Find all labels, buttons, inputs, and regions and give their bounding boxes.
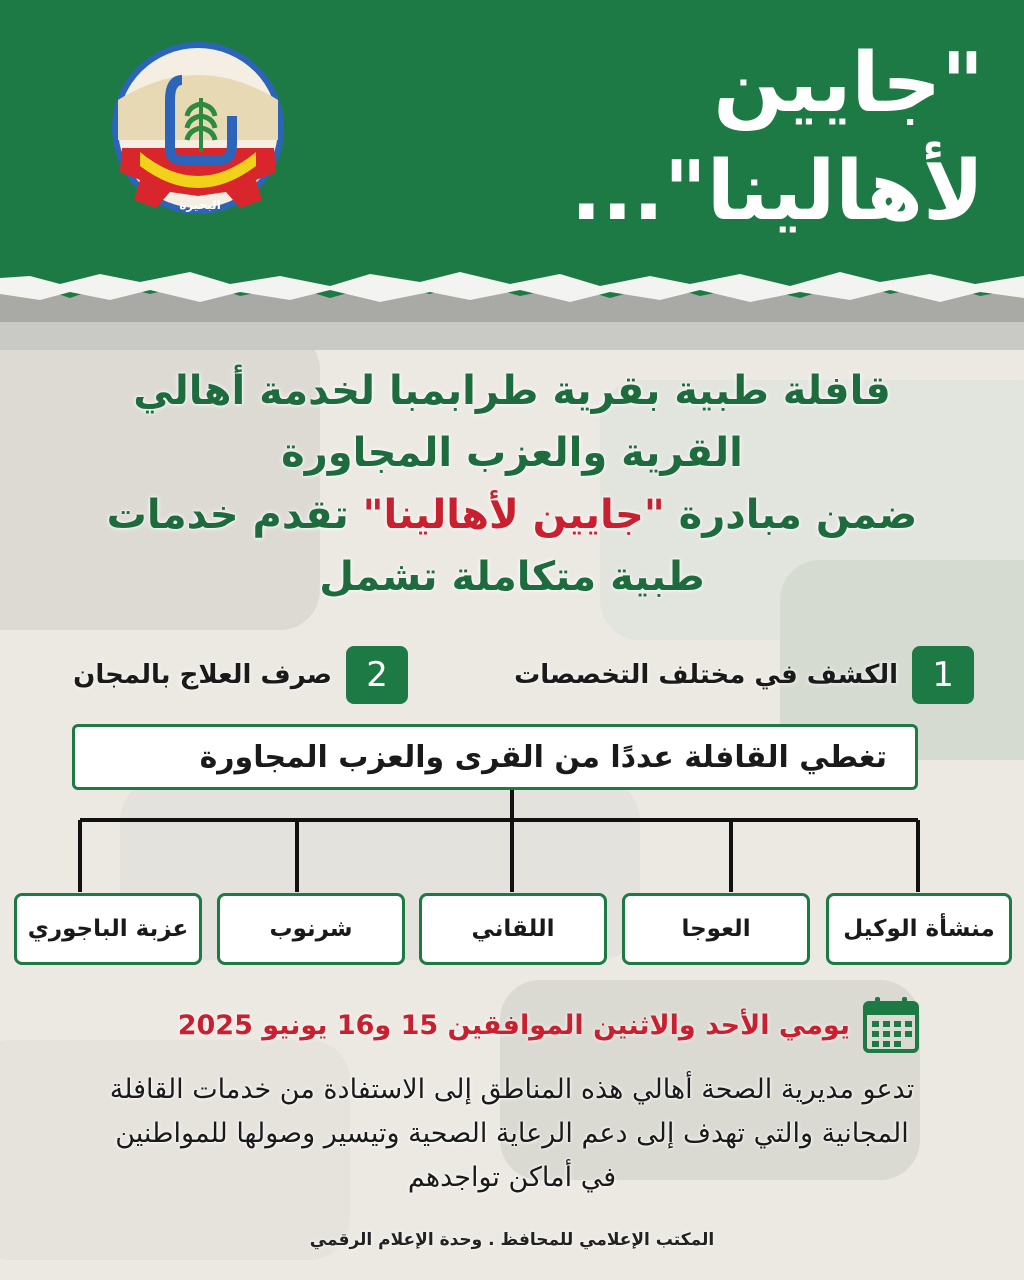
intro-line-1: قافلة طبية بقرية طرابمبا لخدمة أهالي — [133, 368, 891, 414]
intro-text — [30, 360, 994, 608]
body-line-2: المجانية والتي تهدف إلى دعم الرعاية الصحية وتيسير وصولها للمواطنين — [115, 1118, 909, 1149]
footer-credit: المكتب الإعلامي للمحافظ . وحدة الإعلام الرقمي — [309, 1230, 715, 1250]
intro-line-3-prefix: ضمن مبادرة — [664, 492, 918, 538]
date-text: يومي الأحد والاثنين الموافقين 15 و16 يونيو 2025 — [177, 1009, 850, 1041]
logo-label: البحيرة — [179, 198, 221, 212]
village-box: شرنوب — [217, 893, 405, 965]
service-item-2 — [73, 646, 408, 704]
body-paragraph — [10, 1068, 1014, 1200]
service-number-badge: 2 — [346, 646, 408, 704]
torn-paper-edge — [0, 270, 1024, 350]
title-line-2: لأهالينا"... — [570, 144, 984, 239]
villages-connector-lines — [0, 790, 1024, 900]
village-box: اللقاني — [419, 893, 607, 965]
intro-line-2: القرية والعزب المجاورة — [281, 430, 743, 476]
intro-line-4: طبية متكاملة تشمل — [319, 554, 705, 600]
title-line-1: "جايين — [713, 36, 984, 131]
village-box: العوجا — [622, 893, 810, 965]
calendar-icon — [862, 995, 920, 1055]
date-row — [60, 990, 920, 1060]
initiative-name: "جايين لأهالينا" — [362, 492, 665, 538]
body-line-3: في أماكن تواجدهم — [407, 1162, 617, 1193]
coverage-heading-box — [72, 724, 918, 790]
service-label: الكشف في مختلف التخصصات — [514, 660, 898, 690]
page-title — [464, 30, 984, 246]
coverage-heading: تغطي القافلة عددًا من القرى والعزب المجاورة — [199, 739, 887, 775]
service-label: صرف العلاج بالمجان — [73, 660, 332, 690]
intro-line-3-suffix: تقدم خدمات — [106, 492, 363, 538]
village-box: منشأة الوكيل — [826, 893, 1012, 965]
intro-line-3 — [30, 484, 994, 546]
body-line-1: تدعو مديرية الصحة أهالي هذه المناطق إلى الاستفادة من خدمات القافلة — [109, 1074, 915, 1105]
village-box: عزبة الباجوري — [14, 893, 202, 965]
service-item-1 — [514, 646, 974, 704]
service-number-badge: 1 — [912, 646, 974, 704]
